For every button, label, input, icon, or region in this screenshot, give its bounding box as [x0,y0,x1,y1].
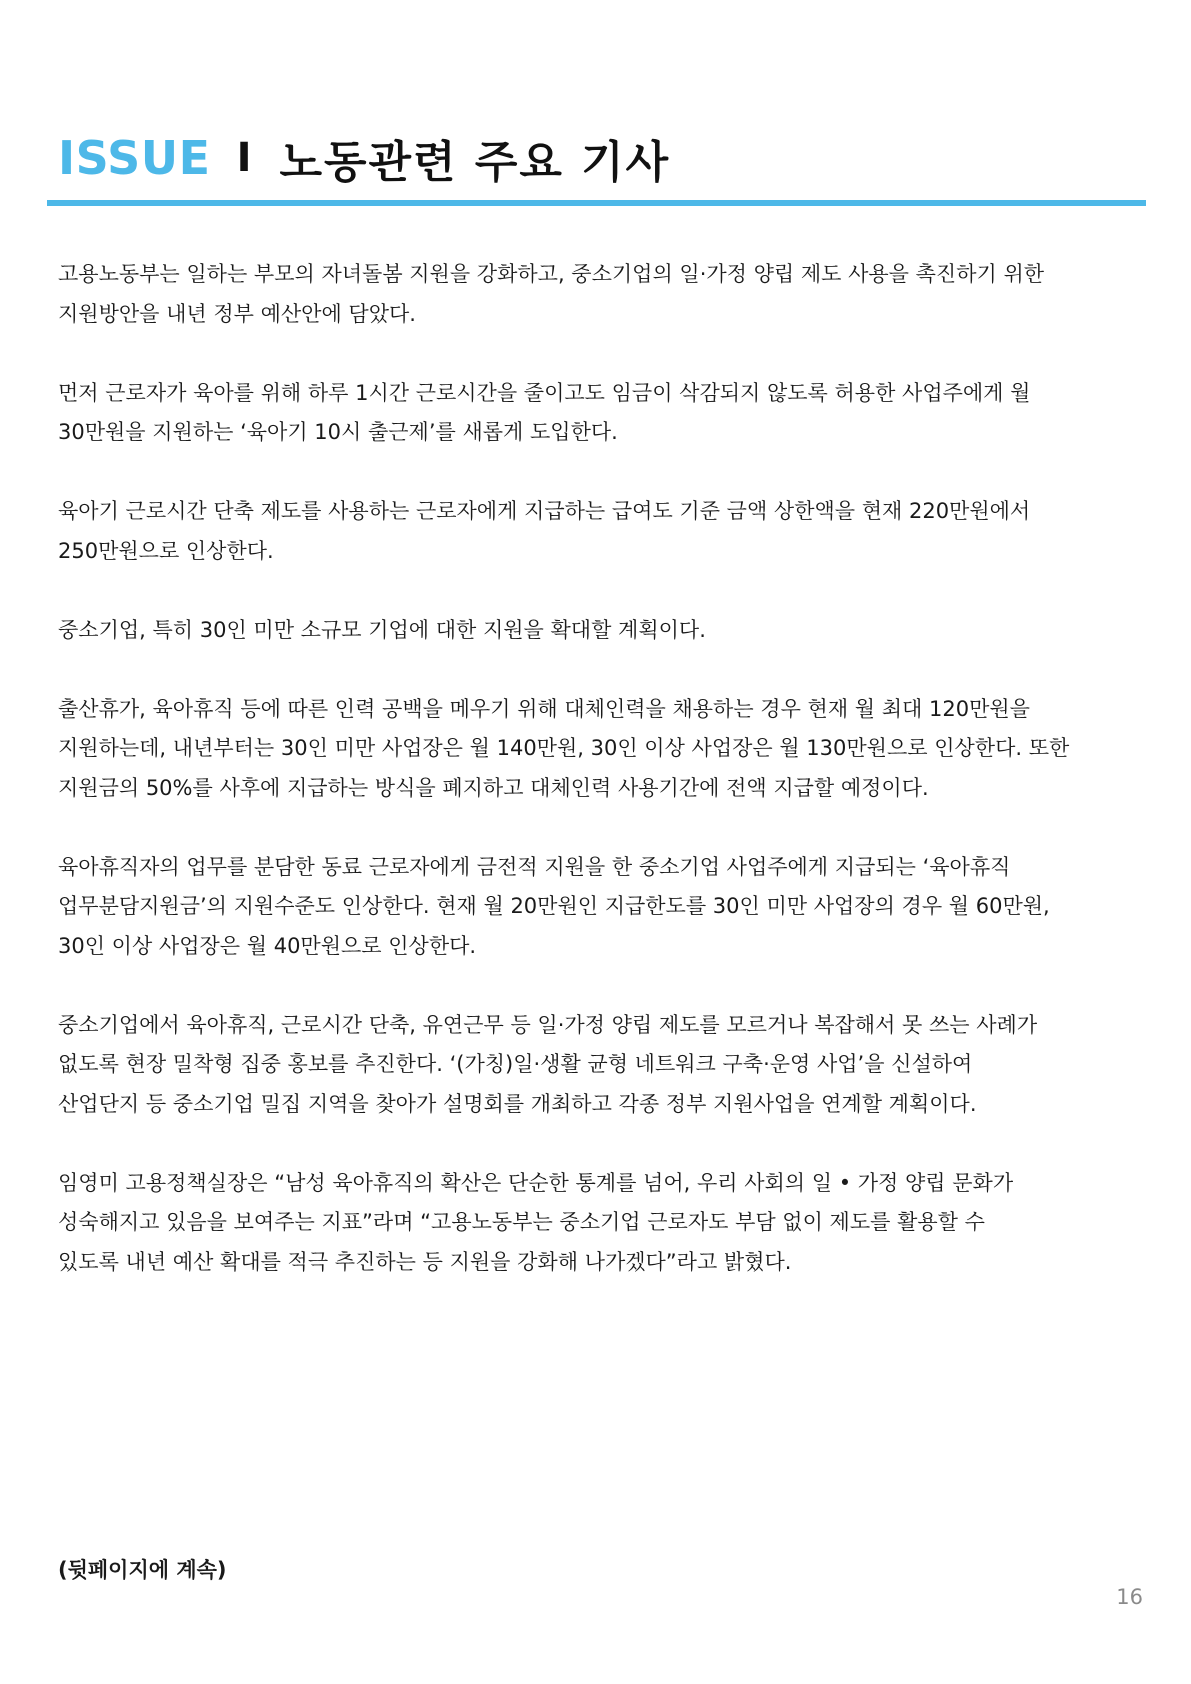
page-title: 노동관련 주요 기사 [279,137,671,188]
paragraph-line: 먼저 근로자가 육아를 위해 하루 1시간 근로시간을 줄이고도 임금이 삭감되지 않도록 허용한 사업주에게 월 [58,380,1031,405]
paragraph-line: 육아휴직자의 업무를 분담한 동료 근로자에게 금전적 지원을 한 중소기업 사업주에게 지급되는 ‘육아휴직 [58,854,1011,879]
page-number: 16 [1116,1585,1143,1609]
paragraph-2 [58,374,1148,453]
paragraph-8 [58,1164,1148,1283]
paragraph-line: 지원금의 50%를 사후에 지급하는 방식을 폐지하고 대체인력 사용기간에 전액 지급할 예정이다. [58,775,929,800]
paragraph-line: 30인 이상 사업장은 월 40만원으로 인상한다. [58,933,477,958]
paragraph-3 [58,492,1148,571]
paragraph-4 [58,611,1148,651]
paragraph-line: 지원방안을 내년 정부 예산안에 담았다. [58,301,416,326]
paragraph-line: 산업단지 등 중소기업 밀집 지역을 찾아가 설명회를 개최하고 각종 정부 지원사업을 연계할 계획이다. [58,1091,977,1116]
paragraph-line: 육아기 근로시간 단축 제도를 사용하는 근로자에게 지급하는 급여도 기준 금액 상한액을 현재 220만원에서 [58,499,1031,523]
paragraph-line: 지원하는데, 내년부터는 30인 미만 사업장은 월 140만원, 30인 이상 사업장은 월 130만원으로 인상한다. 또한 [58,736,1070,760]
paragraph-line: 성숙해지고 있음을 보여주는 지표”라며 “고용노동부는 중소기업 근로자도 부담 없이 제도를 활용할 수 [58,1210,985,1234]
paragraph-7 [58,1006,1148,1125]
paragraph-6 [58,848,1148,967]
issue-label: ISSUE [58,131,211,185]
paragraph-1 [58,255,1148,334]
continued-note: (뒷페이지에 계속) [58,1558,227,1582]
paragraph-5 [58,690,1148,809]
paragraph-line: 업무분담지원금’의 지원수준도 인상한다. 현재 월 20만원인 지급한도를 30인 미만 사업장의 경우 월 60만원, [58,894,1050,918]
paragraph-line: 중소기업, 특히 30인 미만 소규모 기업에 대한 지원을 확대할 계획이다. [58,617,706,642]
paragraph-line: 임영미 고용정책실장은 “남성 육아휴직의 확산은 단순한 통계를 넘어, 우리 사회의 일 • 가정 양립 문화가 [58,1170,1014,1195]
paragraph-line: 출산휴가, 육아휴직 등에 따른 인력 공백을 메우기 위해 대체인력을 채용하는 경우 현재 월 최대 120만원을 [58,696,1030,721]
header-separator: I [236,135,252,181]
header-divider [47,200,1146,206]
paragraph-line: 중소기업에서 육아휴직, 근로시간 단축, 유연근무 등 일·가정 양립 제도를 모르거나 복잡해서 못 쓰는 사례가 [58,1012,1038,1037]
paragraph-line: 없도록 현장 밀착형 집중 홍보를 추진한다. ‘(가칭)일·생활 균형 네트워크 구축·운영 사업’을 신설하여 [58,1052,973,1076]
paragraph-line: 있도록 내년 예산 확대를 적극 추진하는 등 지원을 강화해 나가겠다”라고 밝혔다. [58,1249,792,1274]
paragraph-line: 30만원을 지원하는 ‘육아기 10시 출근제’를 새롭게 도입한다. [58,420,618,444]
paragraph-line: 고용노동부는 일하는 부모의 자녀돌봄 지원을 강화하고, 중소기업의 일·가정 양립 제도 사용을 촉진하기 위한 [58,262,1045,286]
page-header [58,128,670,188]
article-body [58,255,1148,1322]
paragraph-line: 250만원으로 인상한다. [58,538,274,563]
